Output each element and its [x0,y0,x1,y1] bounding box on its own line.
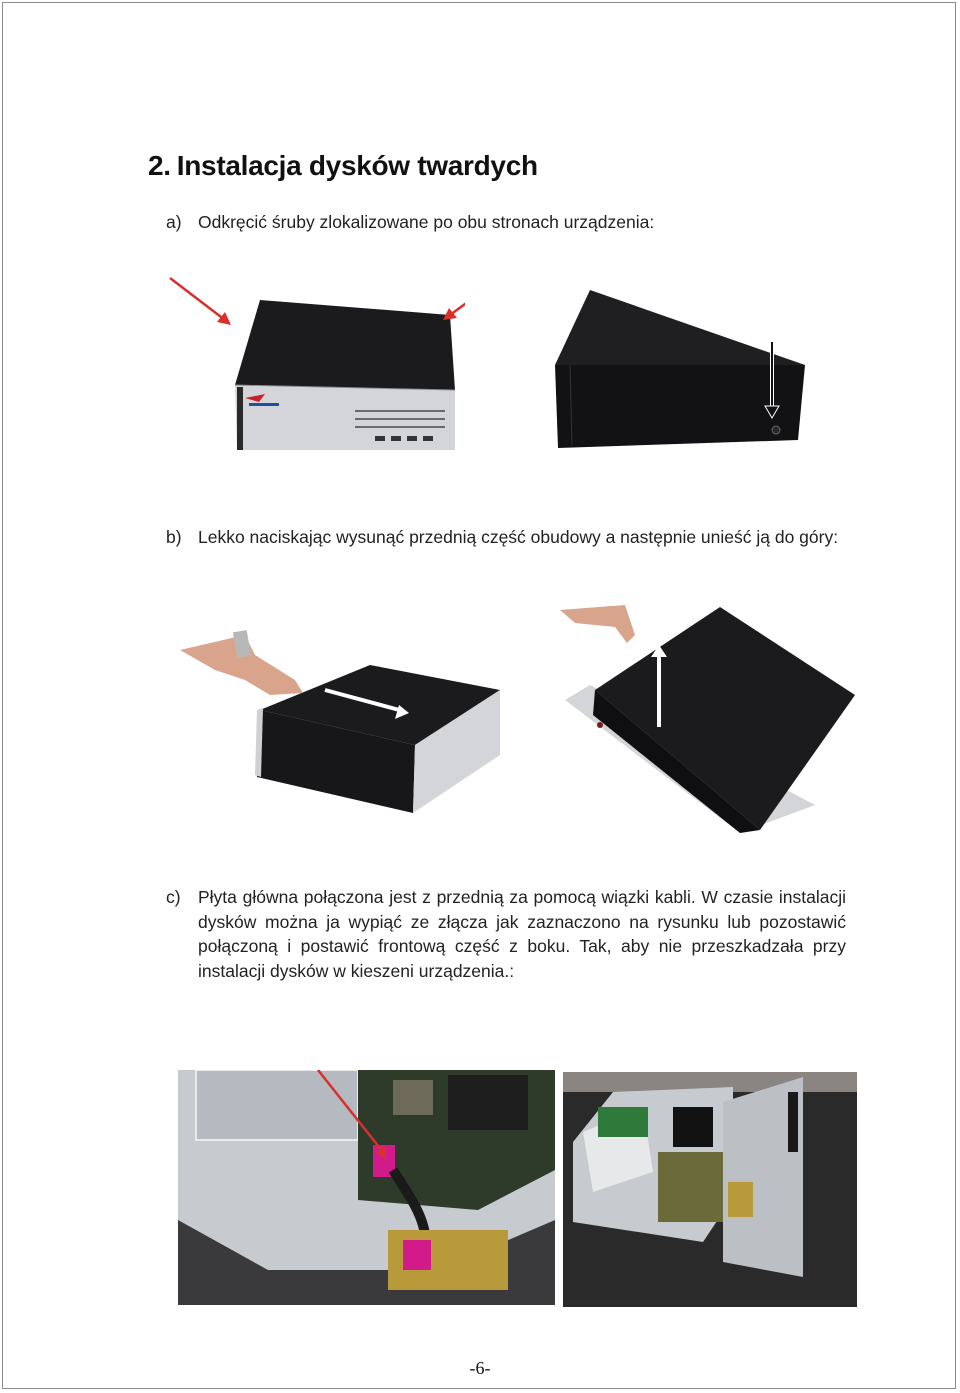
step-c-letter: c) [166,887,181,907]
section-title: Instalacja dysków twardych [176,150,538,181]
page-number: -6- [469,1358,491,1378]
heatsink [448,1075,528,1130]
case-lift [565,607,855,833]
section-heading [148,150,538,182]
photo-slide-cover [175,625,505,815]
case-rear [555,290,805,448]
led [597,722,603,728]
photo-case-front-screws [165,270,465,455]
step-c-text: Płyta główna połączona jest z przednią za pomocą wiązki kabli. W czasie instalacji dysków można ja wypiąć ze złącza jak zaznaczono na rysunku lub pozostawić połączoną i postawić frontową część z boku. Tak, aby nie przeszkadzała przy instalacji dysków w kieszeni urządzenia.: [198,887,846,981]
green-board [598,1107,648,1137]
photo-case-rear-screw [550,290,810,450]
step-b [166,525,846,550]
mainboard [658,1152,733,1222]
step-a-text: Odkręcić śruby zlokalizowane po obu stronach urządzenia: [198,212,655,232]
photo-lift-cover [555,605,855,835]
screw [772,426,780,434]
section-number: 2. [148,150,171,181]
step-b-text: Lekko naciskając wysunąć przednią część obudowy a następnie unieść ją do góry: [198,527,839,547]
hand [560,605,635,643]
photo-front-set-aside [563,1072,857,1307]
step-b-letter: b) [166,527,182,547]
photo-interior-connector [178,1070,555,1305]
step-a [166,210,846,235]
step-a-letter: a) [166,212,182,232]
power-supply [673,1107,713,1147]
red-arrow-right [443,278,465,320]
step-c [166,885,846,983]
drive-bay [196,1070,358,1140]
hand [180,630,303,695]
case-front [235,300,455,450]
red-arrow-left [170,278,231,325]
